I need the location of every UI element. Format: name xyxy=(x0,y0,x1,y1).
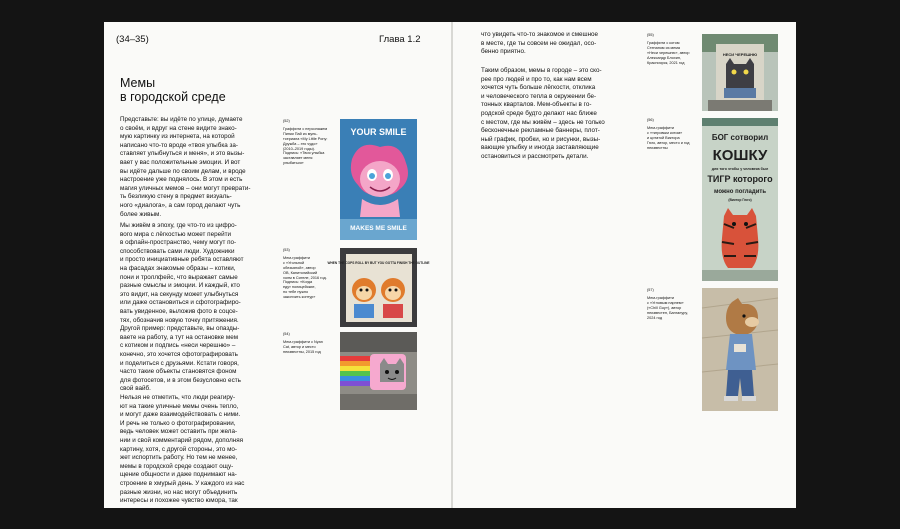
text-line: разные смыслы и эмоции. И каждый, кто xyxy=(120,282,240,290)
text-line: в офлайн-пространство, чему могут по- xyxy=(120,239,237,247)
caption-line: обезьяной», автор xyxy=(283,265,316,270)
text-line: с котиком и подпись «неси черешню» – xyxy=(120,342,236,350)
caption-line: Подпись: «Когда xyxy=(283,280,313,285)
caption-line: Мем-граффити xyxy=(647,295,675,300)
caption-line: неизвестны xyxy=(647,145,668,150)
chill-guy-graffiti-photo xyxy=(702,288,778,411)
figure-caption-54 xyxy=(283,332,339,355)
coal-monkey-graffiti-photo xyxy=(327,248,430,327)
caption-line: Мем-граффити xyxy=(647,125,675,130)
caption-line: Граффити с персонажем xyxy=(283,126,328,131)
figure-number: (56) xyxy=(647,118,654,122)
monkey-caption: WHEN THE COPS ROLL BY BUT YOU GOTTA FINISH THE OUTLINE xyxy=(327,261,430,265)
title-line: Мемы xyxy=(120,76,156,90)
text-line: ного «диалога», а сам город делают чуть xyxy=(120,201,241,209)
text-line: в месте, где ты совсем не ожидал, осо- xyxy=(481,39,597,47)
caption-line: с «Угольной xyxy=(283,260,305,265)
tiger-cat-graffiti-photo xyxy=(702,118,778,281)
caption-line: но тебе нужно xyxy=(283,290,309,295)
text-line: Другой пример: представьте, вы опазды- xyxy=(120,325,240,333)
text-line: вы идёте дальше по своим делам, и вроде xyxy=(120,167,246,175)
article-title xyxy=(120,76,270,104)
text-line: часто такие объекты становятся фоном xyxy=(120,368,237,376)
text-line: и человеческого тепла в окружении бе- xyxy=(481,92,597,100)
text-line: строение в хмурый день. У каждого из нас xyxy=(120,479,245,487)
caption-line: Граффити с котом xyxy=(647,40,680,45)
text-line: более живым. xyxy=(120,210,162,218)
text-line: картину, хотя, с другой стороны, это мо- xyxy=(120,445,238,453)
figure-number: (52) xyxy=(283,119,290,123)
caption-line: Степаном из мема xyxy=(647,45,680,50)
caption-line: Красноярск, 2021 год xyxy=(647,60,685,65)
caption-line: «Неси черешню», автор xyxy=(647,50,690,55)
pony-text-top: YOUR SMILE xyxy=(350,127,407,137)
text-line: И речь не только о фотографировании, xyxy=(120,419,236,427)
text-line: это видит, на секунду может улыбнуться xyxy=(120,290,239,298)
caption-line: (2010–2019 годы). xyxy=(283,146,315,151)
caption-line: холм в Сиэтле, 2016 год. xyxy=(283,275,327,280)
tiger-line-1: БОГ сотворил xyxy=(711,133,769,142)
text-line: и поделиться с друзьями. Кстати говоря, xyxy=(120,359,239,367)
text-line: о своём, и вдруг на стене видите знако- xyxy=(120,124,237,132)
right-page xyxy=(453,22,796,508)
tiger-line-5: можно погладить xyxy=(713,189,767,195)
text-line: Нельзя не отметить, что люди реагиру- xyxy=(120,394,236,401)
text-line: тях, обозначив новую точку притяжения. xyxy=(120,316,239,324)
text-line: вает у вас положительные эмоции. И вот xyxy=(120,158,241,166)
caption-line: Cat, автор и место xyxy=(283,344,316,349)
caption-line: неизвестен, Бангалуру, xyxy=(647,310,688,315)
text-line: ставляет улыбнуться и меня», и это вызы- xyxy=(120,150,245,158)
body-paragraph xyxy=(120,116,272,219)
caption-line: Мем-граффити с Nyan xyxy=(283,339,323,344)
caption-line: с «Угловым парнем» xyxy=(647,300,684,305)
caption-line: Пинки Пай из муль- xyxy=(283,131,318,136)
text-line: жет испортить работу. Но тем не менее, xyxy=(120,454,238,462)
caption-line: 2024 год xyxy=(647,315,663,320)
text-line: что увидеть что-то знакомое и смешное xyxy=(481,31,599,38)
text-line: ведь человек может оставить при жела- xyxy=(120,428,238,436)
body-paragraph xyxy=(481,67,623,162)
figure-caption-53 xyxy=(283,248,339,300)
caption-line: и цитатой Виктора xyxy=(647,135,680,140)
caption-line: улыбаться» xyxy=(283,161,304,166)
cat-sign-text: НЕСИ ЧЕРЕШНЮ xyxy=(722,52,758,57)
caption-line: с «тигровым котом» xyxy=(647,130,683,135)
figure-number: (55) xyxy=(647,33,654,37)
text-line: Таким образом, мемы в городе – это ско- xyxy=(481,67,602,74)
tiger-line-4: ТИГР которого xyxy=(707,174,773,184)
left-page xyxy=(104,22,451,508)
figure-number: (53) xyxy=(283,248,290,252)
text-line: с местом, где мы живём – здесь не только xyxy=(481,118,605,126)
text-line: бенно приятно. xyxy=(481,48,526,56)
text-line: мую картинку из интернета, на которой xyxy=(120,133,235,141)
chapter-label: Глава 1.2 xyxy=(379,34,421,45)
caption-line: заставляет меня xyxy=(283,156,313,161)
caption-line: закончить контур» xyxy=(283,295,316,300)
figure-caption-57 xyxy=(647,288,703,320)
text-line: вать увиденное, выложив фото в соцсе- xyxy=(120,307,238,315)
caption-line: OB, Капитолийский xyxy=(283,270,318,275)
title-line: в городской среде xyxy=(120,90,226,104)
text-line: щение общности и даже поднимают на- xyxy=(120,471,237,479)
text-line: хочется чуть больше лёгкости, отклика xyxy=(481,84,596,92)
text-line: ваете на работу, а тут на остановке мем xyxy=(120,333,239,341)
nyan-cat-graffiti-photo xyxy=(340,332,417,410)
text-line: вающие улыбку и иногда заставляющие xyxy=(481,144,599,152)
text-line: или даже остановиться и сфотографиро- xyxy=(120,299,241,307)
text-line: для фотосетов, и в этом безусловно есть xyxy=(120,376,241,384)
page-numbers: (34–35) xyxy=(116,34,149,45)
text-line: тонных кварталов. Мем-объекты в го- xyxy=(481,101,592,109)
body-paragraph xyxy=(481,31,623,57)
text-line: ют на такие уличные мемы очень тепло, xyxy=(120,402,239,410)
text-line: нии и свой комментарий рядом, дополняя xyxy=(120,436,244,444)
text-line: способствовать сами люди. Художники xyxy=(120,247,235,255)
text-line: ть безликую стену в предмет визуаль- xyxy=(120,193,232,201)
text-line: Мы живём в эпоху, где что-то из цифро- xyxy=(120,222,237,229)
text-line: пони и троллфейс, что выражает самые xyxy=(120,273,238,281)
text-line: конечно, это хочется сфотографировать xyxy=(120,350,238,358)
body-paragraph xyxy=(120,222,272,394)
text-line: магия уличных мемов – они могут преврати- xyxy=(120,184,251,192)
cat-stepan-graffiti-photo xyxy=(702,34,778,111)
text-line: и просто инициативные ребята оставляют xyxy=(120,256,244,264)
text-line: бесконечные рекламные баннеры, плот- xyxy=(481,127,600,135)
text-line: остановиться и рассмотреть детали. xyxy=(481,152,589,160)
text-line: свой вайб. xyxy=(120,385,151,393)
figure-caption-56 xyxy=(647,118,703,150)
tiger-line-2: КОШКУ xyxy=(712,147,768,164)
text-line: вого мира с лёгкостью может перейти xyxy=(120,230,232,238)
pony-graffiti-photo xyxy=(340,119,417,240)
caption-line: («Chill Guy»), автор xyxy=(647,305,682,310)
figure-number: (54) xyxy=(283,332,290,336)
caption-line: неизвестны, 2015 год xyxy=(283,349,321,354)
text-line: рее про людей и про то, как нам всем xyxy=(481,75,592,83)
text-line: родской среде будто делают нас ближе xyxy=(481,109,597,117)
text-line: мемы в городской среде создают ощу- xyxy=(120,462,234,470)
text-line: настроение уже поднялось. В этом и есть xyxy=(120,176,243,184)
body-paragraph xyxy=(120,394,272,506)
text-line: ный график, пробки, но и рисунки, вызы- xyxy=(481,135,601,143)
tiger-signature: (Виктор Гюго) xyxy=(728,198,752,202)
caption-line: Александр Блохин, xyxy=(647,55,681,60)
figure-number: (57) xyxy=(647,288,654,292)
caption-line: Гюго, автор, место и год xyxy=(647,140,690,145)
text-line: и могут даже взаимодействовать с ними. xyxy=(120,411,241,419)
caption-line: Подпись: «Твоя улыбка xyxy=(283,151,325,156)
caption-line: едут полицейские, xyxy=(283,285,316,290)
caption-line: Мем-граффити xyxy=(283,255,311,260)
caption-line: тсериала «My Little Pony: xyxy=(283,136,328,141)
text-line: на фасадах знакомые образы – котики, xyxy=(120,264,236,272)
text-line: написано что-то вроде «твоя улыбка за- xyxy=(120,141,238,149)
text-line: интересы и похожее чувство юмора, так xyxy=(120,497,238,505)
figure-caption-52 xyxy=(283,119,339,166)
figure-caption-55 xyxy=(647,33,703,65)
pony-text-bottom: MAKES ME SMILE xyxy=(350,225,407,232)
text-line: разные жизни, но нас могут объединить xyxy=(120,488,238,496)
tiger-line-3: для того чтобы у человека был xyxy=(711,167,769,171)
caption-line: Дружба – это чудо» xyxy=(283,141,318,146)
text-line: Представьте: вы идёте по улице, думаете xyxy=(120,116,243,123)
